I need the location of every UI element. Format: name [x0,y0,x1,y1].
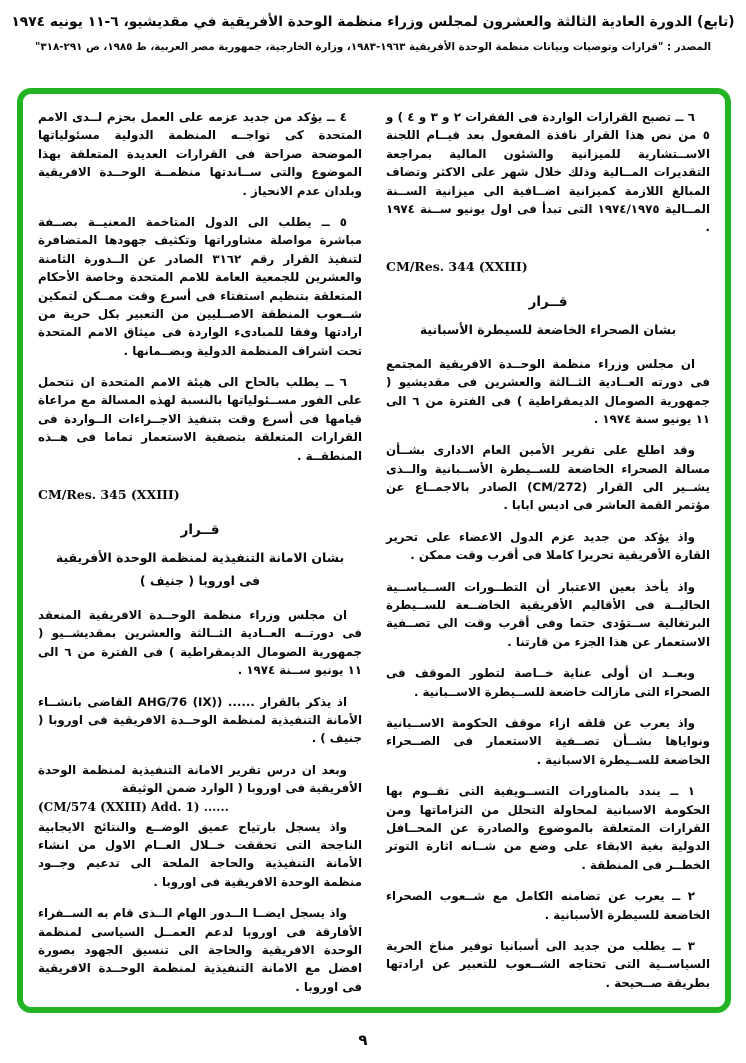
paragraph: واذ يسجل ايضــا الــدور الهام الــذى قام به الســفراء الأفارقة فى اوروبا لدعم العمــل السياسى لمنظمة الوحدة الافريقية والحاجة الى تنسيق الجهود بصورة افضل مع الامانة التنفيذية لمنظمة الوحــدة الافريقية فى اوروبا . [38,906,362,994]
two-column-layout [38,108,710,999]
paragraph: واذ يسجل بارتياح عميق الوضــع والنتائج الايجابية الناجحة التى تحققت خــلال العــام الاول من انشاء الأمانة التنفيذية والحاجة الملحة الى تدعيم وجــود منظمة الوحدة الافريقية فى اوروبا . [38,819,362,889]
paragraph: واذ يؤكد من جديد عزم الدول الاعضاء على تحرير القارة الأفريقية تحريرا كاملا فى أقرب وقت ممكن . [386,529,710,563]
resolution-subheading-line2: فى اوروبا ( جنيف ) [139,573,261,589]
resolution-subheading: بشان الصحراء الخاضعة للسيطرة الأسبانية [419,321,677,337]
resolution-heading: قــرار [180,522,220,539]
resolution-subheading: بشان الامانة التنفيذية لمنظمة الوحدة الأفريقية [55,550,345,566]
resolution-ref-345: CM/Res. 345 (XXIII) [38,487,180,503]
paragraph: اذ يذكر بالقرار ...... (AHG/76 (IX) القاضى بانشــاء الأمانة التنفيذية لمنظمة الوحــدة الافريقية فى اوروبا ( جنيف ) . [38,694,362,746]
paragraph: وبعد ان درس تقرير الامانة التنفيذية لمنظمة الوحدة الأفريقية فى اوروبا ( الوارد ضمن الوثيقة [38,762,362,796]
source-citation: المصدر : "قرارات وتوصيات وبيانات منظمة الوحدة الأفريقية ١٩٦٣-١٩٨٣، وزارة الخارجية، جمهورية مصر العربية، ط ١٩٨٥، ص ٢٩١-٣١٨" [35,41,711,54]
paragraph: ان مجلس وزراء منظمة الوحــدة الافريقية المجتمع فى دورته العــادية الثــالثة والعشرين فى مقديشيو ( جمهورية الصومال الديمقراطية ) فى الفترة من ٦ الى ١١ يونيو سنة ١٩٧٤ . [386,356,710,426]
paragraph: ان مجلس وزراء منظمة الوحــدة الافريقية المنعقد فى دورتــه العــادية الثــالثة والعشرين بمقديشــيو ( جمهورية الصومال الديمقراطية ) فى الفترة من ٦ الى ١١ يونيو ســنة ١٩٧٤ . [38,608,362,678]
paragraph: ٣ ــ يطلب من جديد الى أسبانيا توفير مناخ الحرية السياســية التى تحتاجه الشــعوب للتعبير عن ارادتها بطريقة صــحيحة . [386,938,710,990]
green-border-box [17,88,731,1013]
page-header [0,0,746,53]
paragraph: وقد اطلع على تقرير الأمين العام الادارى بشــأن مسالة الصحراء الخاضعة للســيطرة الأســبانية والــذى يشــير الى القرار (CM/272) الصادر بالاجمــاع عن مؤتمر القمة العاشر فى اديس ابابا . [386,443,710,513]
paragraph: ٦ ــ يطلب بالحاح الى هيئة الامم المتحدة ان تتحمل على الفور مســئولياتها بالنسبة لهذه المسالة مع مراعاة قيامها فى أسرع وقت بتنفيذ الاجــراءات الــواردة فى القرارات المتعلقة بتصفية الاستعمار تماما فى هــذه المنطقــة . [38,375,362,463]
paragraph: ٦ ــ تصبح القرارات الواردة فى الفقرات ٢ و ٣ و ٤ ) و ٥ من نص هذا القرار نافذة المفعول بعد قيــام اللجنة الاســتشارية للميزانية والشئون المالية بمراجعة التقديرات المــالية وذلك خلال شهر على الاكثر وتضاف المبالغ اللازمة كميزانية اضــافية الى ميزانية الســنة المــالية ١٩٧٤/١٩٧٥ التى تبدأ فى اول يونيو ســنة ١٩٧٤ . [386,110,710,235]
paragraph: واذ يعرب عن قلقه ازاء موقف الحكومة الاســبانية ونواياها بشــأن تصــفية الاستعمار فى الصــحراء الخاضعة للســيطرة الاسبانية . [386,715,710,767]
session-title: (تابع) الدورة العادية الثالثة والعشرون لمجلس وزراء منظمة الوحدة الأفريقية في مقديشيو، ٦-١١ يونيه ١٩٧٤ [11,14,735,30]
paragraph: ٤ ــ يؤكد من جديد عزمه على العمل بحزم لــدى الامم المتحدة كى تواجــه المنظمة الدولية مسئولياتها الموضحة صراحة فى القرارات العديدة المتعلقة بهذا الموضوع والتى ســاندتها منظمــة الوحــدة الافريقية وبلدان عدم الانحياز . [38,110,362,198]
paragraph: واذ يأخذ بعين الاعتبار أن التطــورات الســياســية الحاليــة فى الأقاليم الأفريقية الخاضــعة للســيطرة البرتغالية ســتؤدى حتما وفى أقرب وقت الى تصــفية الاستعمار عن هذا الجزء من قارتنا . [386,579,710,649]
paragraph: ١ ــ يندد بالمناورات التســويفية التى تقــوم بها الحكومة الاسبانية لمحاولة التحلل من التزاماتها ومن القرارات المتعلقة بالموضوع والصادرة عن المحــافل الدولية بغية الابقاء على وضع من شــانه اثارة التوتر الخطــر فى المنطقة . [386,784,710,872]
column-right [386,108,710,999]
paragraph: ٥ ــ يطلب الى الدول المتاخمة المعنيــة بصــفة مباشرة مواصلة مشاوراتها وتكثيف جهودها المتضافرة لتنفيذ القرار رقم ٣١٦٢ الصادر عن الــدورة الثامنة والعشرين للجمعية العامة للامم المتحدة وخاصة الأحكام المتعلقة بتنظيم استفتاء فى أسرع وقت ممــكن لتمكين شــعوب المنطقة الاصــليين من التعبير بكل حرية من ارادتها وفقا للمبادىء الواردة فى ميثاق الامم المتحدة تحت اشراف المنظمة الدولية وبضــمانها . [38,214,362,358]
paragraph: وبعــد ان أولى عناية خــاصة لتطور الموقف فى الصحراء التى مازالت خاضعة للســيطرة الاســبانية . [386,666,710,699]
resolution-ref-344: CM/Res. 344 (XXIII) [386,258,528,274]
resolution-heading: قــرار [528,293,568,310]
column-left [38,108,362,999]
paragraph: ٢ ــ يعرب عن تضامنه الكامل مع شــعوب الصحراء الخاضعة للسيطرة الأسبانية . [386,889,710,922]
page-number: ٩ [358,1031,368,1049]
document-ref-574: (CM/574 (XXIII) Add. 1) ...... [38,799,229,814]
